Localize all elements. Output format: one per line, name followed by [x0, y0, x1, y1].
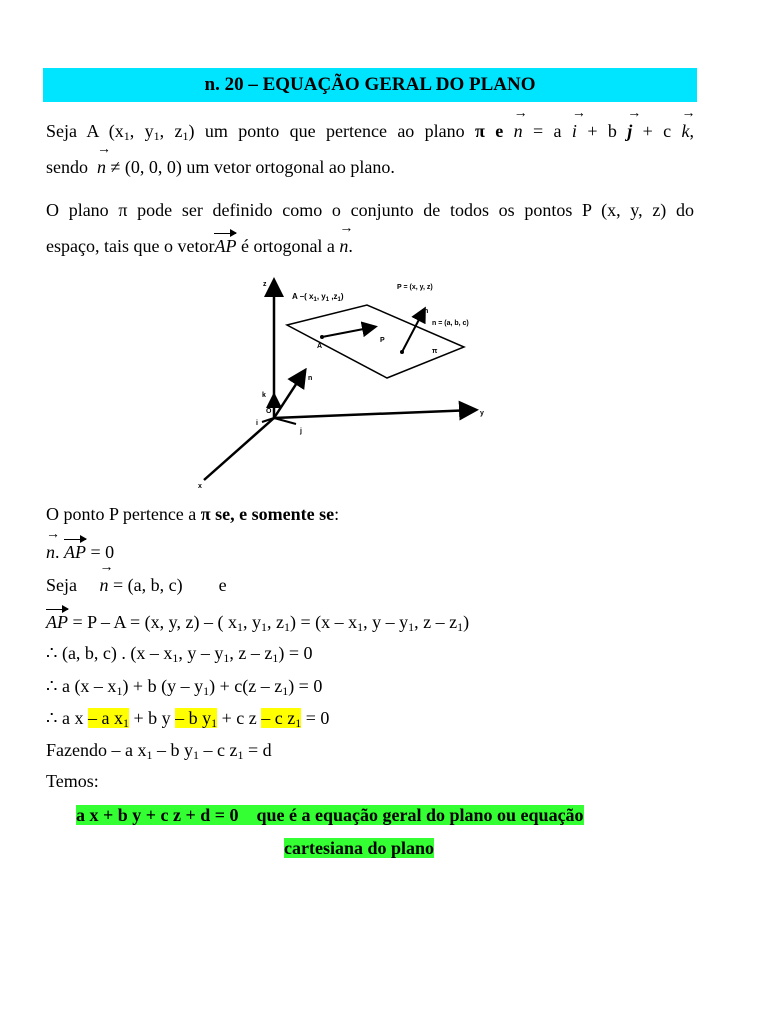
svg-text:y: y — [480, 410, 484, 417]
n-vector-plane — [402, 310, 424, 352]
body-line-8: Fazendo – a $x_1$ – b $y_1$ – c $z_1 = d$ — [46, 740, 272, 762]
ap-vector — [322, 327, 374, 337]
svg-text:A: A — [317, 343, 323, 350]
body-line-6: ∴ a $(x - x_1) + b$ $(y - y_1) + c(z - z_1) = 0$ — [46, 676, 323, 698]
y-axis — [274, 410, 474, 418]
plane-diagram — [192, 270, 502, 495]
svg-text:n: n — [308, 375, 313, 382]
body-line-1: O ponto P pertence a π se, e somente se: — [46, 504, 340, 524]
normal-vector-symbol: → n — [514, 121, 523, 142]
final-line-2: cartesiana do plano — [284, 838, 435, 858]
svg-text:n = (a, b, c): n = (a, b, c) — [432, 320, 469, 327]
body-line-9: Temos: — [46, 771, 99, 791]
svg-text:P: P — [380, 337, 385, 344]
j-vector — [274, 418, 296, 424]
svg-text:n: n — [424, 308, 429, 315]
body-line-5: ∴ (a, b, c) . ($x - x_1$, y – $y_1$, $z - z_1) = 0$ — [46, 643, 313, 665]
page-title: n. 20 – EQUAÇÃO GERAL DO PLANO — [43, 68, 697, 102]
svg-text:π: π — [432, 348, 438, 355]
intro-line-1: Seja A ($x_1$, $y_1$, $z_1$) um ponto que pertence ao plano π e → n = a → i + b → j + c → k, — [46, 121, 694, 144]
svg-text:z: z — [263, 281, 267, 288]
body-line-4: AP = P – A = (x, y, z) – ( $x_1$, $y_1$, $z_1) = (x - x_1$, y – $y_1$, z – $z_1$) — [46, 612, 470, 634]
svg-text:j: j — [300, 428, 302, 435]
svg-text:k: k — [262, 392, 266, 399]
plane-pi — [287, 305, 464, 378]
body-line-2: → n. AP = 0 — [46, 542, 114, 563]
final-line-1: a x + b y + c z + d = 0 que é a equação geral do plano ou equação — [76, 805, 584, 825]
para2-line-1: O plano π pode ser definido como o conjunto de todos os pontos P (x, y, z) do — [46, 200, 694, 220]
label-a: A –( $x_1$, $y_1$ $,z_1$) — [292, 292, 344, 303]
general-equation: a x + b y + c z + d = 0 — [76, 805, 239, 825]
svg-text:P = (x, y, z): P = (x, y, z) — [397, 284, 433, 291]
svg-text:i: i — [256, 420, 258, 427]
svg-text:O: O — [266, 408, 272, 415]
intro-line-2: sendo → n ≠ (0, 0, 0) um vetor ortogonal ao plano. — [46, 157, 395, 178]
para2-line-2: espaço, tais que o vetorAP é ortogonal a → n. — [46, 236, 353, 257]
body-line-7: ∴ a x – a $x_1 + b$ y – b $y_1 + c$ z – c $z_1 = 0$ — [46, 708, 330, 730]
n-vector-origin — [274, 372, 304, 418]
svg-text:x: x — [198, 483, 202, 490]
x-axis — [204, 418, 274, 480]
body-line-3: Seja → n = (a, b, c) e — [46, 575, 227, 596]
